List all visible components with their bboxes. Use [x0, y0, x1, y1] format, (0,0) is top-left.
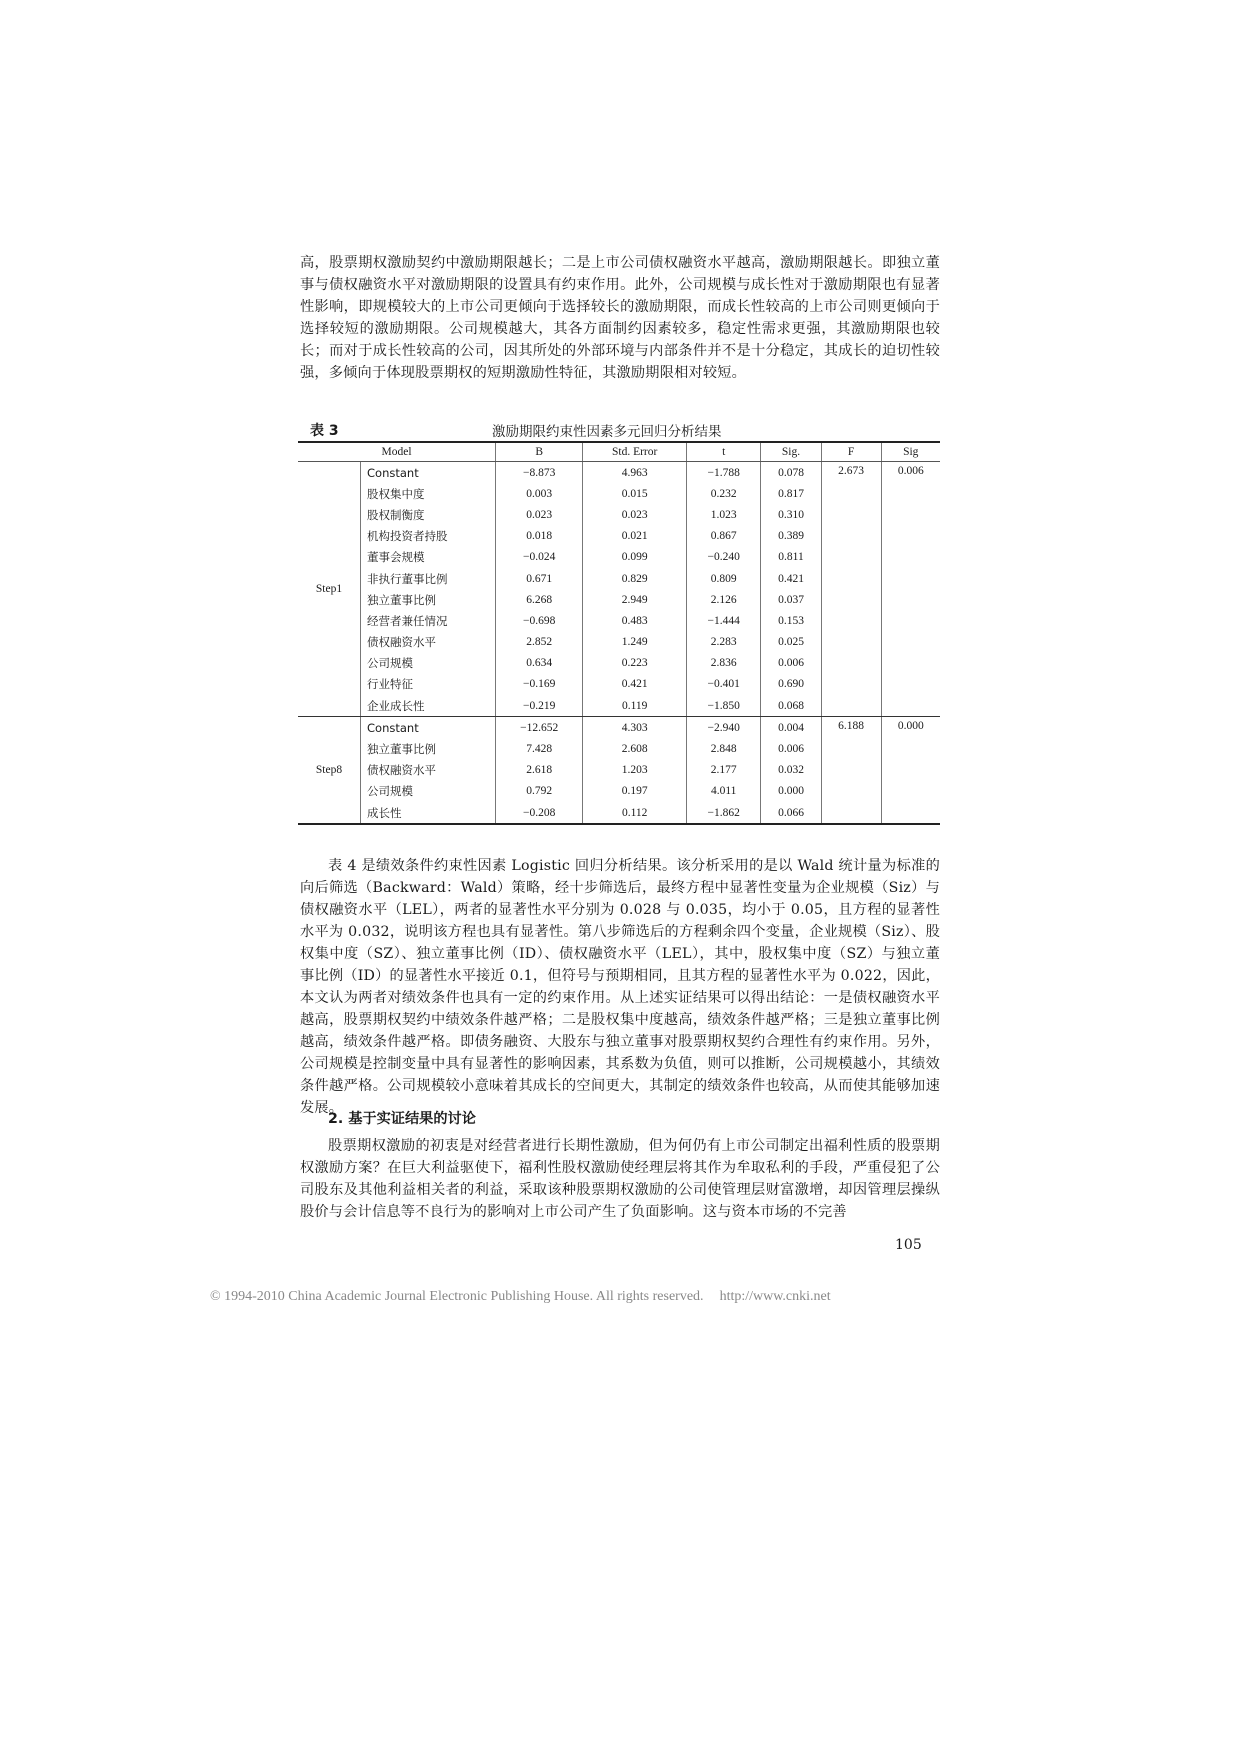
t-cell: 4.011: [686, 781, 761, 802]
variable-cell: 公司规模: [361, 653, 496, 674]
table-row: [298, 462, 940, 484]
sig-cell: 0.153: [761, 610, 821, 631]
section-heading: 2. 基于实证结果的讨论: [328, 1111, 476, 1127]
t-cell: 0.232: [686, 483, 761, 504]
b-cell: 0.018: [496, 526, 583, 547]
b-cell: 0.792: [496, 781, 583, 802]
paragraph-discussion: 股票期权激励的初衷是对经营者进行长期性激励，但为何仍有上市公司制定出福利性质的股票期权激励方案？在巨大利益驱使下，福利性股权激励使经理层将其作为牟取私利的手段，严重侵犯了公司股东及其他利益相关者的利益，采取该种股票期权激励的公司使管理层财富激增，却因管理层操纵股价与会计信息等不良行为的影响对上市公司产生了负面影响。这与资本市场的不完善: [300, 1138, 940, 1220]
t-cell: −0.240: [686, 547, 761, 568]
variable-cell: 行业特征: [361, 674, 496, 695]
header-model-sig: Sig: [881, 442, 940, 462]
sig-cell: 0.310: [761, 504, 821, 525]
f-cell: 6.188: [821, 717, 881, 824]
t-cell: 1.023: [686, 504, 761, 525]
std-error-cell: 1.249: [583, 632, 687, 653]
model-sig-cell: 0.006: [881, 462, 940, 717]
std-error-cell: 0.223: [583, 653, 687, 674]
footer-url: http://www.cnki.net: [719, 1289, 831, 1304]
step-label: Step1: [298, 462, 361, 717]
footer: [210, 1289, 831, 1305]
header-f: F: [821, 442, 881, 462]
t-cell: −0.401: [686, 674, 761, 695]
b-cell: −0.219: [496, 695, 583, 717]
table-row: [298, 717, 940, 739]
sig-cell: 0.078: [761, 462, 821, 484]
sig-cell: 0.066: [761, 802, 821, 824]
sig-cell: 0.037: [761, 589, 821, 610]
table-header-row: [298, 442, 940, 462]
variable-cell: 独立董事比例: [361, 589, 496, 610]
footer-copyright: © 1994-2010 China Academic Journal Electronic Publishing House. All rights reserved.: [210, 1289, 704, 1304]
t-cell: 2.177: [686, 760, 761, 781]
std-error-cell: 0.197: [583, 781, 687, 802]
variable-cell: 债权融资水平: [361, 760, 496, 781]
std-error-cell: 0.023: [583, 504, 687, 525]
t-cell: −1.444: [686, 610, 761, 631]
sig-cell: 0.389: [761, 526, 821, 547]
t-cell: 2.126: [686, 589, 761, 610]
header-b: B: [496, 442, 583, 462]
b-cell: 0.671: [496, 568, 583, 589]
std-error-cell: 0.483: [583, 610, 687, 631]
sig-cell: 0.817: [761, 483, 821, 504]
b-cell: −0.169: [496, 674, 583, 695]
t-cell: 2.283: [686, 632, 761, 653]
paragraph-table4-discussion: 表 4 是绩效条件约束性因素 Logistic 回归分析结果。该分析采用的是以 Wald 统计量为标准的向后筛选（Backward：Wald）策略，经十步筛选后，最终方程中显著性变量为企业规模（Siz）与债权融资水平（LEL），两者的显著性水平分别为 0.028 与 0.035，均小于 0.05，且方程的显著性水平为 0.032，说明该方程也具有显著性。第八步筛选后的方程剩余四个变量，企业规模（Siz）、股权集中度（SZ）、独立董事比例（ID）、债权融资水平（LEL），其中，股权集中度（SZ）与独立董事比例（ID）的显著性水平接近 0.1，但符号与预期相同，且其方程的显著性水平为 0.022，因此，本文认为两者对绩效条件也具有一定的约束作用。从上述实证结果可以得出结论：一是债权融资水平越高，股票期权契约中绩效条件越严格；二是股权集中度越高，绩效条件越严格；三是独立董事比例越高，绩效条件越严格。即债务融资、大股东与独立董事对股票期权契约合理性有约束作用。另外，公司规模是控制变量中具有显著性的影响因素，其系数为负值，则可以推断，公司规模越小，其绩效条件越严格。公司规模较小意味着其成长的空间更大，其制定的绩效条件也较高，从而使其能够加速发展。: [300, 858, 940, 1116]
b-cell: −0.698: [496, 610, 583, 631]
sig-cell: 0.690: [761, 674, 821, 695]
page-number: 105: [895, 1237, 922, 1253]
b-cell: 7.428: [496, 738, 583, 759]
header-model: Model: [298, 442, 496, 462]
std-error-cell: 4.963: [583, 462, 687, 484]
t-cell: 2.836: [686, 653, 761, 674]
b-cell: −12.652: [496, 717, 583, 739]
variable-cell: 董事会规模: [361, 547, 496, 568]
variable-cell: Constant: [361, 717, 496, 739]
t-cell: 2.848: [686, 738, 761, 759]
sig-cell: 0.032: [761, 760, 821, 781]
sig-cell: 0.006: [761, 738, 821, 759]
model-sig-cell: 0.000: [881, 717, 940, 824]
sig-cell: 0.006: [761, 653, 821, 674]
std-error-cell: 1.203: [583, 760, 687, 781]
std-error-cell: 4.303: [583, 717, 687, 739]
std-error-cell: 0.112: [583, 802, 687, 824]
f-cell: 2.673: [821, 462, 881, 717]
std-error-cell: 0.015: [583, 483, 687, 504]
table-title: 激励期限约束性因素多元回归分析结果: [492, 424, 722, 440]
header-std-error: Std. Error: [583, 442, 687, 462]
variable-cell: 非执行董事比例: [361, 568, 496, 589]
t-cell: −1.788: [686, 462, 761, 484]
variable-cell: 公司规模: [361, 781, 496, 802]
variable-cell: 股权制衡度: [361, 504, 496, 525]
variable-cell: 债权融资水平: [361, 632, 496, 653]
std-error-cell: 0.421: [583, 674, 687, 695]
t-cell: −1.850: [686, 695, 761, 717]
variable-cell: 企业成长性: [361, 695, 496, 717]
b-cell: 6.268: [496, 589, 583, 610]
variable-cell: Constant: [361, 462, 496, 484]
header-sig: Sig.: [761, 442, 821, 462]
variable-cell: 独立董事比例: [361, 738, 496, 759]
std-error-cell: 2.949: [583, 589, 687, 610]
b-cell: 0.003: [496, 483, 583, 504]
b-cell: 0.023: [496, 504, 583, 525]
variable-cell: 股权集中度: [361, 483, 496, 504]
std-error-cell: 2.608: [583, 738, 687, 759]
b-cell: 2.618: [496, 760, 583, 781]
variable-cell: 机构投资者持股: [361, 526, 496, 547]
b-cell: 0.634: [496, 653, 583, 674]
t-cell: −1.862: [686, 802, 761, 824]
table-body: [298, 462, 940, 825]
b-cell: −8.873: [496, 462, 583, 484]
paragraph-intro: 高，股票期权激励契约中激励期限越长；二是上市公司债权融资水平越高，激励期限越长。即独立董事与债权融资水平对激励期限的设置具有约束作用。此外，公司规模与成长性对于激励期限也有显著性影响，即规模较大的上市公司更倾向于选择较长的激励期限，而成长性较高的上市公司则更倾向于选择较短的激励期限。公司规模越大，其各方面制约因素较多，稳定性需求更强，其激励期限也较长；而对于成长性较高的公司，因其所处的外部环境与内部条件并不是十分稳定，其成长的迫切性较强，多倾向于体现股票期权的短期激励性特征，其激励期限相对较短。: [300, 255, 940, 381]
sig-cell: 0.025: [761, 632, 821, 653]
std-error-cell: 0.021: [583, 526, 687, 547]
sig-cell: 0.421: [761, 568, 821, 589]
sig-cell: 0.811: [761, 547, 821, 568]
t-cell: −2.940: [686, 717, 761, 739]
sig-cell: 0.004: [761, 717, 821, 739]
b-cell: 2.852: [496, 632, 583, 653]
variable-cell: 经营者兼任情况: [361, 610, 496, 631]
header-t: t: [686, 442, 761, 462]
sig-cell: 0.000: [761, 781, 821, 802]
std-error-cell: 0.119: [583, 695, 687, 717]
b-cell: −0.208: [496, 802, 583, 824]
std-error-cell: 0.829: [583, 568, 687, 589]
b-cell: −0.024: [496, 547, 583, 568]
sig-cell: 0.068: [761, 695, 821, 717]
step-label: Step8: [298, 717, 361, 824]
variable-cell: 成长性: [361, 802, 496, 824]
std-error-cell: 0.099: [583, 547, 687, 568]
t-cell: 0.867: [686, 526, 761, 547]
table-number: 表 3: [310, 423, 339, 439]
regression-table: [298, 441, 940, 825]
t-cell: 0.809: [686, 568, 761, 589]
